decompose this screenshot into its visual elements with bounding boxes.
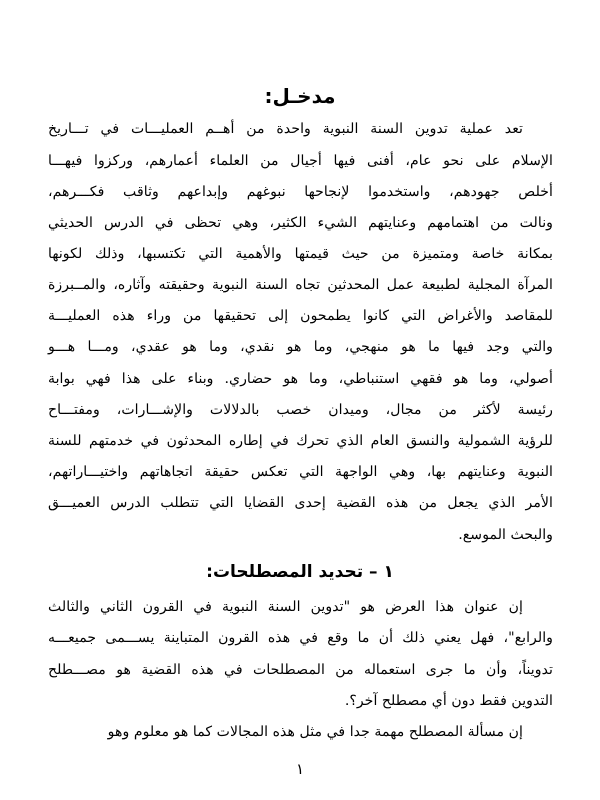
section-heading: ١ – تحديد المصطلحات: [206, 562, 394, 582]
paragraph-line: والبحث الموسع. [458, 527, 553, 543]
paragraph-line: أصولي، وما هو فقهي استنباطي، وما هو حضاري. وبناء على هذا فهي بوابة [48, 371, 553, 387]
paragraph-line: النبوية وعنايتهم بها، وهي الواجهة التي تعكس حقيقة اتجاهاتهم واختيـــاراتهم، [48, 464, 553, 480]
paragraph-line: أخلص جهودهم، واستخدموا لإنجاحها نبوغهم وإبداعهم وثاقب فكـــرهم، [48, 184, 553, 200]
paragraph-line: إن عنوان هذا العرض هو "تدوين السنة النبوية في القرون الثاني والثالث [48, 599, 523, 615]
paragraph-line: الإسلام على نحو عام، أفنى فيها أجيال من العلماء أعمارهم، وركزوا فيهـــا [48, 153, 553, 169]
paragraph-line: تعد عملية تدوين السنة النبوية واحدة من أهــم العمليـــات في تـــاريخ [48, 121, 523, 137]
paragraph-line: المرآة المجلية لطبيعة عمل المحدثين تجاه السنة النبوية وحقيقته وآثاره، والمــبرزة [48, 277, 553, 293]
paragraph-line: ونالت من اهتمامهم وعنايتهم الشيء الكثير، وهي تحظى في الدرس الحديثي [48, 215, 553, 231]
page-number: ١ [295, 760, 305, 778]
paragraph-line: للرؤية الشمولية والنسق العام الذي تحرك في إطاره المحدثون في خدمتهم للسنة [48, 433, 553, 449]
paragraph-line: للمقاصد والأغراض التي كانوا يطمحون إلى تحقيقها من وراء هذه العمليـــة [48, 308, 553, 324]
page-heading: مدخـل: [264, 84, 336, 108]
paragraph-line: الأمر الذي يجعل من هذه القضية إحدى القضايا التي تتطلب الدرس العميـــق [48, 495, 553, 511]
paragraph-line: والرابع"، فهل يعني ذلك أن ما وقع في هذه القرون المتباينة يســـمى جميعـــه [48, 630, 553, 646]
paragraph-line: رئيسة لأكثر من مجال، وميدان خصب بالدلالات والإشـــارات، ومفتـــاح [48, 402, 553, 418]
paragraph-line: بمكانة خاصة ومتميزة من حيث قيمتها والأهمية التي تكتسبها، وذلك لكونها [48, 246, 553, 262]
paragraph-line: تدويناً، وأن ما جرى استعماله من المصطلحات في هذه القضية هو مصـــطلح [48, 662, 553, 678]
paragraph-line: والتي وجد فيها ما هو منهجي، وما هو نقدي، وما هو عقدي، ومـــا هـــو [48, 339, 553, 355]
paragraph-line: إن مسألة المصطلح مهمة جدا في مثل هذه المجالات كما هو معلوم وهو [107, 724, 523, 740]
paragraph-line: التدوين فقط دون أي مصطلح آخر؟. [344, 693, 553, 709]
